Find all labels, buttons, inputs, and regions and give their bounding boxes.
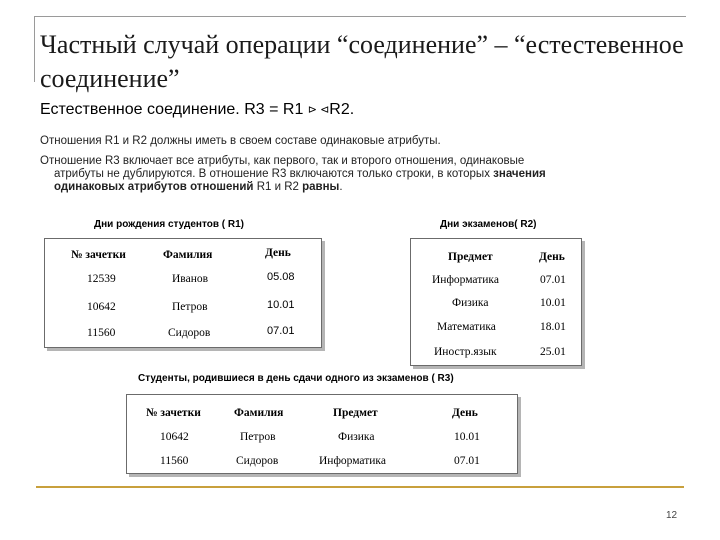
paragraph-1: Отношения R1 и R2 должны иметь в своем составе одинаковые атрибуты.	[40, 135, 441, 147]
table-cell: 07.01	[540, 274, 566, 286]
table-cell: 07.01	[267, 325, 295, 337]
r2-header-day: День	[539, 251, 565, 263]
table-cell: 07.01	[454, 455, 480, 467]
table-cell: 10642	[87, 301, 116, 313]
paragraph-2-bold-2: одинаковых атрибутов отношений	[54, 181, 254, 193]
r1-caption: Дни рождения студентов ( R1)	[94, 219, 244, 230]
table-cell: Сидоров	[236, 455, 279, 467]
paragraph-2-line-3	[40, 181, 690, 194]
r3-table	[126, 394, 518, 474]
page-number: 12	[666, 510, 678, 521]
table-cell: 05.08	[267, 271, 295, 283]
table-cell: 12539	[87, 273, 116, 285]
table-cell: Сидоров	[168, 327, 211, 339]
r1-header-day: День	[265, 247, 291, 259]
paragraph-2	[40, 155, 690, 194]
r1-header-surname: Фамилия	[163, 249, 213, 261]
footer-divider	[36, 486, 684, 488]
r3-caption: Студенты, родившиеся в день сдачи одного из экзаменов ( R3)	[138, 373, 454, 384]
r1-header-id: № зачетки	[71, 249, 126, 261]
slide-subtitle	[40, 100, 354, 120]
r1-table	[44, 238, 322, 348]
paragraph-2-relations: R1 и R2	[256, 181, 299, 193]
title-frame-left	[34, 16, 35, 82]
table-cell: Физика	[338, 431, 375, 443]
r2-header-subject: Предмет	[448, 251, 493, 263]
r3-header-day: День	[452, 407, 478, 419]
table-cell: 10.01	[267, 299, 295, 311]
table-cell: 10.01	[540, 297, 566, 309]
r3-header-subject: Предмет	[333, 407, 378, 419]
natural-join-symbol: ⊳ ⊲	[307, 104, 330, 116]
r2-table	[410, 238, 582, 366]
table-cell: 25.01	[540, 346, 566, 358]
paragraph-2-bold-3: равны	[302, 181, 340, 193]
slide-title: Частный случай операции “соединение” – “естестевенное соединение”	[40, 30, 684, 93]
table-cell: Физика	[452, 297, 489, 309]
table-cell: Иванов	[172, 273, 209, 285]
r3-header-id: № зачетки	[146, 407, 201, 419]
paragraph-2-end: .	[339, 181, 343, 193]
paragraph-2-line-1: Отношение R3 включает все атрибуты, как первого, так и второго отношения, одинаковые	[40, 155, 525, 167]
table-cell: Информатика	[319, 455, 386, 467]
table-cell: 11560	[160, 455, 189, 467]
table-cell: Петров	[172, 301, 208, 313]
table-cell: Информатика	[432, 274, 499, 286]
title-frame-top	[34, 16, 686, 17]
subtitle-text: Естественное соединение. R3 = R1	[40, 101, 304, 118]
table-cell: 10642	[160, 431, 189, 443]
table-cell: 18.01	[540, 321, 566, 333]
table-cell: Петров	[240, 431, 276, 443]
paragraph-2-bold-1: значения	[493, 168, 546, 180]
paragraph-2-line-2	[40, 168, 690, 181]
r2-caption: Дни экзаменов( R2)	[440, 219, 537, 230]
subtitle-end: R2.	[329, 101, 355, 118]
table-cell: Математика	[437, 321, 496, 333]
r3-header-surname: Фамилия	[234, 407, 284, 419]
table-cell: Иностр.язык	[434, 346, 497, 358]
table-cell: 11560	[87, 327, 116, 339]
paragraph-2-text: атрибуты не дублируются. В отношение R3 включаются только строки, в которых	[54, 168, 490, 180]
table-cell: 10.01	[454, 431, 480, 443]
